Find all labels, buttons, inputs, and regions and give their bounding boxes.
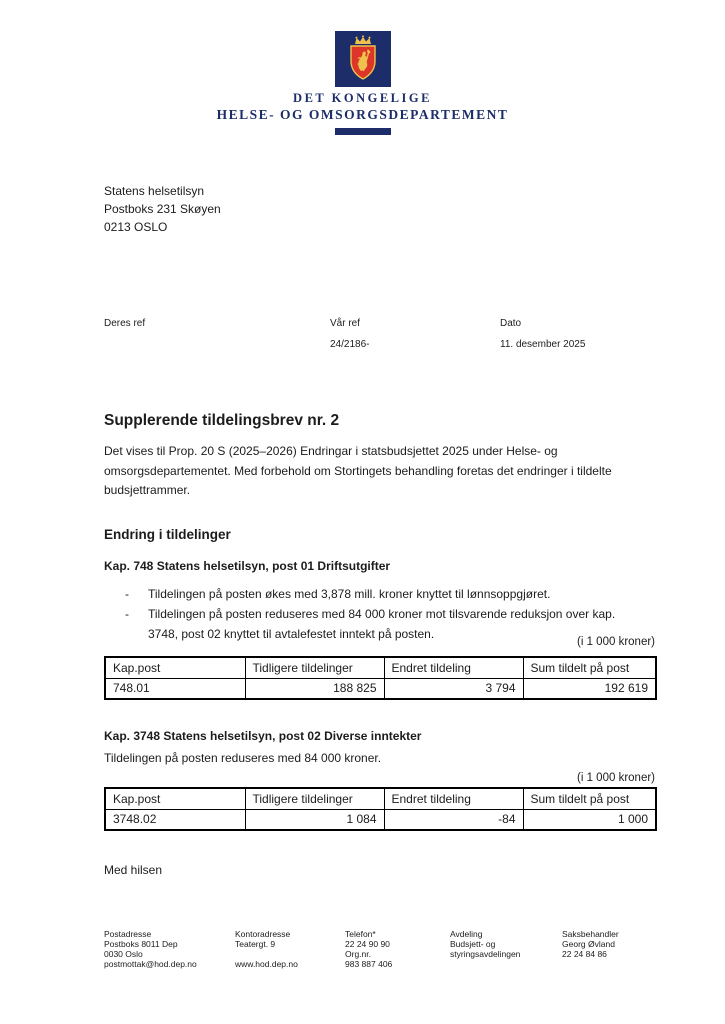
section-heading: Endring i tildelinger [104, 527, 231, 542]
table-header-row [105, 657, 656, 678]
bullet-dash: - [125, 607, 129, 621]
our-ref-value: 24/2186- [330, 339, 370, 350]
kap-3748-heading: Kap. 3748 Statens helsetilsyn, post 02 Diverse inntekter [104, 729, 422, 743]
col-header-tidligere: Tidligere tildelinger [245, 657, 384, 678]
closing-salutation: Med hilsen [104, 863, 163, 877]
footer-phone-org [345, 929, 392, 969]
footer-text [562, 959, 619, 969]
your-ref-block [104, 318, 145, 351]
col-header-tidligere: Tidligere tildelinger [245, 788, 384, 809]
footer-website: www.hod.dep.no [235, 959, 298, 969]
kap-748-heading: Kap. 748 Statens helsetilsyn, post 01 Driftsutgifter [104, 559, 391, 573]
recipient-address [104, 182, 221, 236]
cell-kap-post: 748.01 [105, 678, 245, 699]
recipient-street: Postboks 231 Skøyen [104, 202, 221, 216]
table-header-row [105, 788, 656, 809]
table-row [105, 809, 656, 830]
norwegian-coat-of-arms-icon [335, 31, 391, 87]
cell-sum: 192 619 [523, 678, 656, 699]
footer-text: 983 887 406 [345, 959, 393, 969]
footer-postal-address [104, 929, 197, 969]
reference-line [104, 318, 655, 358]
letter-title: Supplerende tildelingsbrev nr. 2 [104, 412, 340, 429]
bullet-dash: - [125, 587, 129, 601]
date-block [500, 318, 585, 351]
letterhead-bar [335, 128, 391, 135]
intro-paragraph: Det vises til Prop. 20 S (2025–2026) Endringar i statsbudsjettet 2025 under Helse- og omsorgsdepartementet. Med forbehold om Stortingets behandling foretas det endringer i tildelte budsjettrammer. [104, 444, 612, 497]
cell-tidligere: 1 084 [245, 809, 384, 830]
footer-text [450, 959, 520, 969]
cell-endret: 3 794 [384, 678, 523, 699]
allocation-table-748 [104, 656, 657, 700]
table-row [105, 678, 656, 699]
kap-3748-body: Tildelingen på posten reduseres med 84 000 kroner. [104, 751, 382, 765]
footer-text: 0030 Oslo [104, 949, 143, 959]
footer-label: Avdeling [450, 929, 483, 939]
unit-note: (i 1 000 kroner) [577, 636, 655, 648]
col-header-endret: Endret tildeling [384, 657, 523, 678]
footer-text: Georg Øvland [562, 939, 615, 949]
col-header-sum: Sum tildelt på post [523, 657, 656, 678]
list-item [104, 584, 649, 604]
date-label: Dato [500, 318, 522, 329]
col-header-sum: Sum tildelt på post [523, 788, 656, 809]
footer-text: Teatergt. 9 [235, 939, 276, 949]
cell-sum: 1 000 [523, 809, 656, 830]
footer-office-address [235, 929, 298, 969]
footer-label: Kontoradresse [235, 929, 291, 939]
letterhead [0, 31, 725, 135]
footer-text: 22 24 90 90 [345, 939, 390, 949]
cell-tidligere: 188 825 [245, 678, 384, 699]
your-ref-label: Deres ref [104, 318, 146, 329]
col-header-endret: Endret tildeling [384, 788, 523, 809]
footer-label: Org.nr. [345, 949, 371, 959]
footer-text [235, 949, 298, 959]
footer-caseworker [562, 929, 619, 969]
bullet-text: Tildelingen på posten reduseres med 84 000 kroner mot tilsvarende reduksjon over kap. 3748, post 02 knyttet til avtalefestet inntekt på posten. [148, 607, 616, 641]
footer-email: postmottak@hod.dep.no [104, 959, 197, 969]
footer-label: Postadresse [104, 929, 152, 939]
our-ref-block [330, 318, 369, 351]
ministry-name-prefix: DET KONGELIGE [293, 91, 432, 105]
footer-text: 22 24 84 86 [562, 949, 607, 959]
date-value: 11. desember 2025 [500, 339, 586, 350]
kap-748-bullet-list [104, 584, 655, 644]
footer-text: Postboks 8011 Dep [104, 939, 178, 949]
footer-label: Telefon* [345, 929, 376, 939]
allocation-table-3748 [104, 787, 657, 831]
ministry-name: HELSE- OG OMSORGSDEPARTEMENT [216, 107, 509, 122]
recipient-name: Statens helsetilsyn [104, 184, 205, 198]
cell-kap-post: 3748.02 [105, 809, 245, 830]
bullet-text: Tildelingen på posten økes med 3,878 mill. kroner knyttet til lønnsoppgjøret. [148, 587, 551, 601]
footer-label: Saksbehandler [562, 929, 619, 939]
footer-text: Budsjett- og [450, 939, 496, 949]
our-ref-label: Vår ref [330, 318, 361, 329]
unit-note: (i 1 000 kroner) [577, 772, 655, 784]
footer-department [450, 929, 520, 969]
footer-text: styringsavdelingen [450, 949, 521, 959]
col-header-kap-post: Kap.post [105, 657, 245, 678]
recipient-city: 0213 OSLO [104, 220, 168, 234]
cell-endret: -84 [384, 809, 523, 830]
col-header-kap-post: Kap.post [105, 788, 245, 809]
your-ref-value [104, 339, 145, 351]
